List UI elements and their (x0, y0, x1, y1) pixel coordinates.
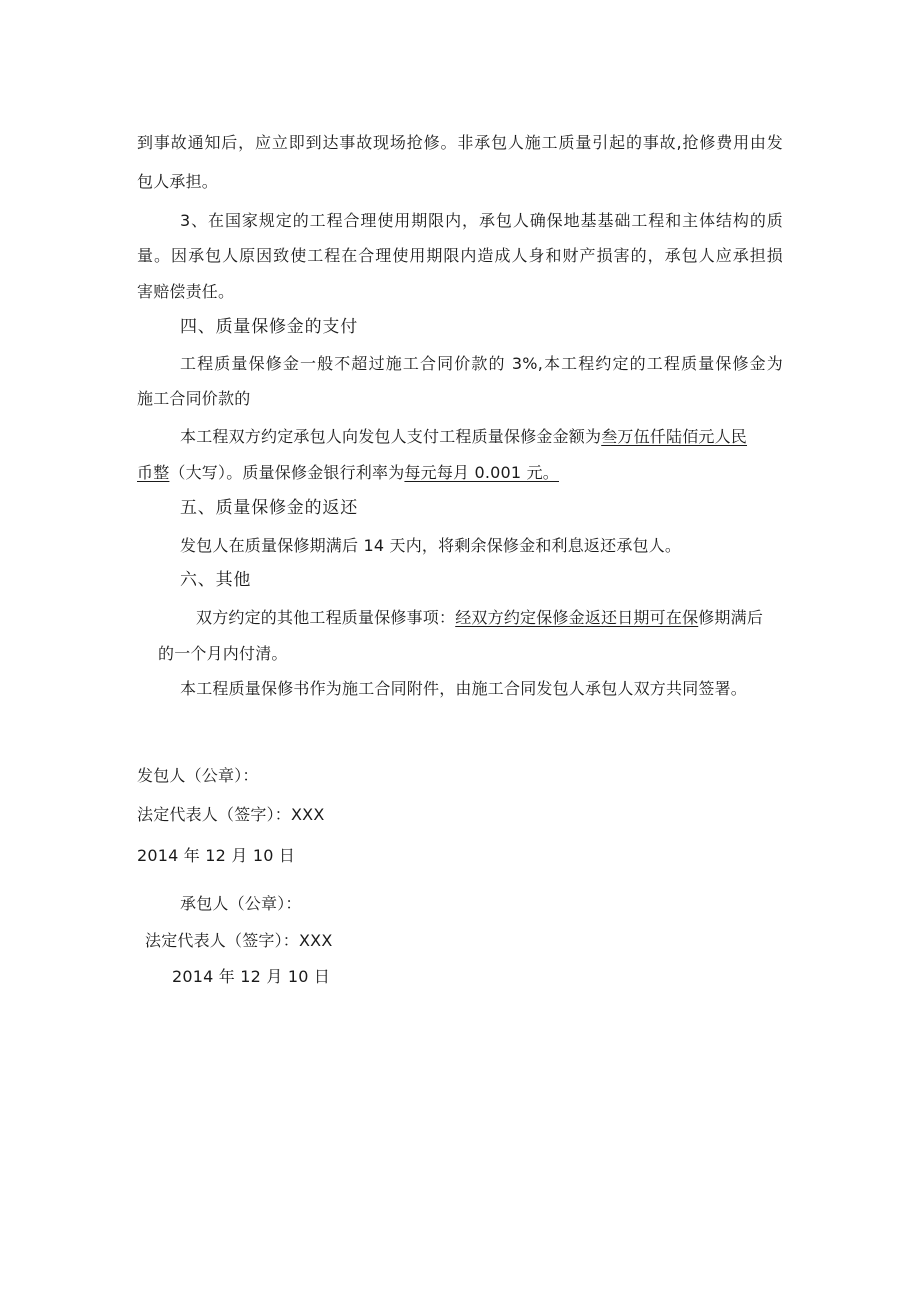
paragraph-line: 工程质量保修金一般不超过施工合同价款的 3%,本工程约定的工程质量保修金为 (180, 354, 783, 373)
amount-underlined: 叁万伍仟陆佰元人民 (601, 427, 748, 446)
other-underlined: 经双方约定保修金返还日期可在保 (455, 608, 699, 627)
paragraph-line: 发包人在质量保修期满后 14 天内，将剩余保修金和利息返还承包人。 (180, 536, 682, 555)
section-heading-other: 六、其他 (180, 570, 252, 590)
paragraph-line (196, 607, 763, 629)
paragraph-line: 害赔偿责任。 (137, 282, 235, 301)
paragraph-line (137, 462, 559, 484)
paragraph-line (180, 426, 747, 448)
other-text: 双方约定的其他工程质量保修事项 (196, 608, 440, 627)
paragraph-line: 施工合同价款的 (137, 389, 251, 408)
paragraph-line: 量。因承包人原因致使工程在合理使用期限内造成人身和财产损害的，承包人应承担损 (137, 246, 783, 265)
paragraph-line: 的一个月内付清。 (158, 644, 288, 663)
employer-seal-label: 发包人（公章）： (137, 766, 259, 785)
rate-text: （大写）。质量保修金银行利率为 (169, 463, 405, 482)
contractor-seal-label: 承包人（公章）： (180, 894, 302, 913)
employer-representative: 法定代表人（签字）：XXX (137, 805, 325, 824)
section-heading-return: 五、质量保修金的返还 (180, 498, 358, 518)
amount-underlined-cont: 币整 (137, 463, 170, 482)
contractor-date: 2014 年 12 月 10 日 (172, 967, 331, 986)
section-heading-payment: 四、质量保修金的支付 (180, 317, 358, 337)
contractor-representative: 法定代表人（签字）：XXX (145, 931, 333, 950)
rate-underlined: 每元每月 0.001 元。 (404, 463, 559, 482)
paragraph-line: 本工程质量保修书作为施工合同附件，由施工合同发包人承包人双方共同签署。 (180, 679, 748, 698)
employer-date: 2014 年 12 月 10 日 (137, 846, 296, 865)
other-text-end: 修期满后 (698, 608, 764, 627)
paragraph-line: 3、在国家规定的工程合理使用期限内，承包人确保地基基础工程和主体结构的质 (180, 211, 783, 230)
amount-text: 本工程双方约定承包人向发包人支付工程质量保修金金额为 (180, 427, 602, 446)
paragraph-line: 包人承担。 (137, 172, 219, 191)
other-sep: ： (439, 608, 456, 627)
paragraph-line: 到事故通知后，应立即到达事故现场抢修。非承包人施工质量引起的事故,抢修费用由发 (137, 133, 783, 152)
